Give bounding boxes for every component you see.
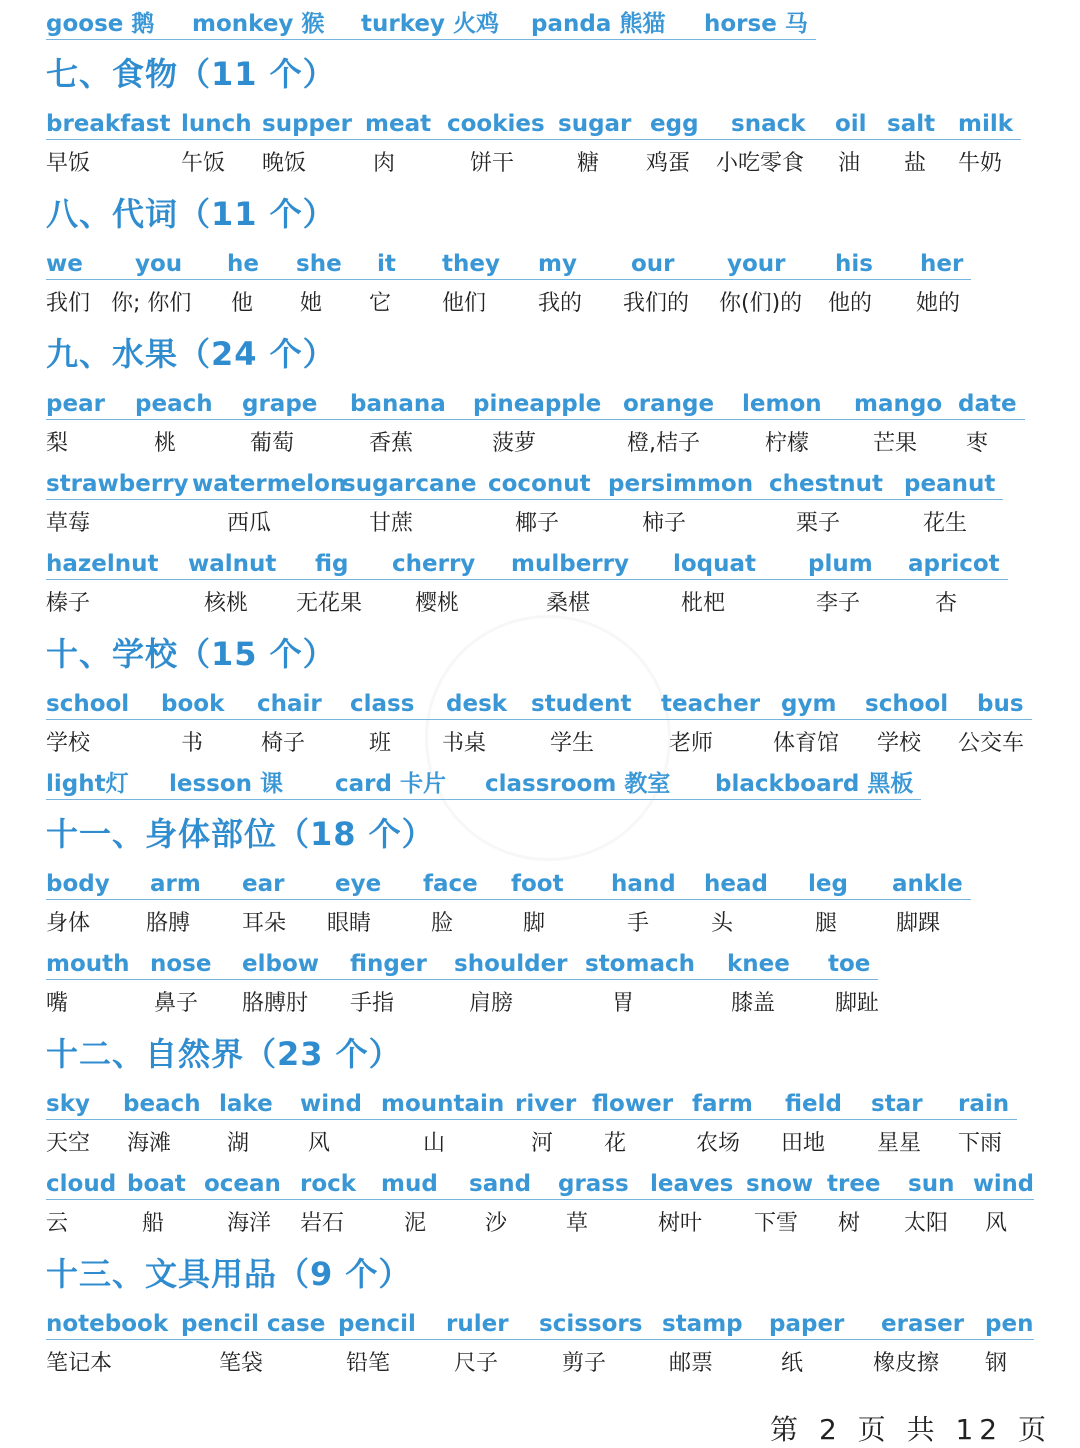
english-word: my <box>538 251 577 277</box>
english-word: head <box>704 871 768 897</box>
english-word-row <box>0 1090 1080 1124</box>
chinese-meaning: 湖 <box>227 1131 250 1156</box>
chinese-meaning: 椅子 <box>261 731 306 756</box>
english-word: rock <box>300 1171 357 1197</box>
english-word: lake <box>219 1091 273 1117</box>
chinese-meaning: 笔袋 <box>219 1351 264 1376</box>
english-word: monkey 猴 <box>192 11 325 37</box>
chinese-meaning: 铅笔 <box>346 1351 391 1376</box>
chinese-meaning: 岩石 <box>300 1211 345 1236</box>
english-word: sun <box>908 1171 955 1197</box>
english-word: lunch <box>181 111 252 137</box>
chinese-meaning: 晚饭 <box>262 151 307 176</box>
chinese-meaning: 她的 <box>916 291 961 316</box>
english-word: it <box>377 251 396 277</box>
row-underline <box>46 579 1008 580</box>
chinese-meaning: 杏 <box>935 591 958 616</box>
english-word-row <box>0 250 1080 284</box>
english-word: you <box>135 251 183 277</box>
chinese-meaning: 风 <box>308 1131 331 1156</box>
chinese-meaning: 天空 <box>46 1131 91 1156</box>
chinese-meaning: 核桃 <box>204 591 249 616</box>
chinese-meaning: 枣 <box>966 431 989 456</box>
chinese-meaning: 体育馆 <box>773 731 840 756</box>
english-word-row <box>0 690 1080 724</box>
english-word: ankle <box>892 871 963 897</box>
chinese-meaning: 头 <box>711 911 734 936</box>
english-word: peach <box>135 391 213 417</box>
row-underline <box>46 139 1021 140</box>
chinese-meaning: 船 <box>142 1211 165 1236</box>
chinese-meaning: 樱桃 <box>415 591 460 616</box>
chinese-meaning-row <box>0 150 1080 184</box>
chinese-meaning: 树叶 <box>658 1211 703 1236</box>
chinese-meaning: 他 <box>231 291 254 316</box>
english-word: panda 熊猫 <box>531 11 666 37</box>
english-word: grape <box>242 391 318 417</box>
chinese-meaning: 邮票 <box>669 1351 714 1376</box>
english-word: body <box>46 871 110 897</box>
english-word: leaves <box>650 1171 734 1197</box>
chinese-meaning: 书 <box>181 731 204 756</box>
chinese-meaning: 橙,桔子 <box>627 431 700 456</box>
english-word: pencil case <box>181 1311 326 1337</box>
english-word-row <box>0 390 1080 424</box>
english-word: chestnut <box>769 471 884 497</box>
row-underline <box>46 1199 1034 1200</box>
chinese-meaning: 脚踝 <box>896 911 941 936</box>
english-word: fig <box>315 551 349 577</box>
chinese-meaning: 无花果 <box>296 591 363 616</box>
chinese-meaning: 海滩 <box>127 1131 172 1156</box>
english-word: finger <box>350 951 427 977</box>
chinese-meaning: 鸡蛋 <box>646 151 691 176</box>
row-underline <box>46 279 971 280</box>
english-word: hand <box>611 871 676 897</box>
english-word: peanut <box>904 471 996 497</box>
chinese-meaning: 菠萝 <box>492 431 537 456</box>
section-heading: 十二、自然界（23 个） <box>46 1035 402 1073</box>
row-underline <box>46 719 1032 720</box>
chinese-meaning: 胳膊 <box>146 911 191 936</box>
english-word: her <box>920 251 964 277</box>
chinese-meaning: 草莓 <box>46 511 91 536</box>
english-word: teacher <box>661 691 761 717</box>
chinese-meaning: 糖 <box>577 151 600 176</box>
chinese-meaning: 剪子 <box>562 1351 607 1376</box>
english-word: stamp <box>662 1311 743 1337</box>
chinese-meaning: 胃 <box>612 991 635 1016</box>
english-word: wind <box>300 1091 362 1117</box>
chinese-meaning-row <box>0 590 1080 624</box>
chinese-meaning-row <box>0 1210 1080 1244</box>
english-word: walnut <box>188 551 277 577</box>
chinese-meaning: 你; 你们 <box>111 291 192 316</box>
english-word-row <box>0 1170 1080 1204</box>
english-word: they <box>442 251 500 277</box>
chinese-meaning-row <box>0 1350 1080 1384</box>
chinese-meaning: 甘蔗 <box>369 511 414 536</box>
chinese-meaning: 栗子 <box>796 511 841 536</box>
english-word: snow <box>746 1171 814 1197</box>
chinese-meaning: 桑椹 <box>546 591 591 616</box>
english-word: mouth <box>46 951 130 977</box>
english-word: persimmon <box>608 471 754 497</box>
chinese-meaning: 她 <box>300 291 323 316</box>
english-word: mulberry <box>511 551 629 577</box>
english-word: snack <box>731 111 806 137</box>
page-number: 第 2 页 共 12 页 <box>770 1413 1052 1446</box>
chinese-meaning: 嘴 <box>46 991 69 1016</box>
chinese-meaning: 花生 <box>923 511 968 536</box>
chinese-meaning: 橡皮擦 <box>873 1351 940 1376</box>
chinese-meaning: 小吃零食 <box>716 151 805 176</box>
english-word: boat <box>127 1171 186 1197</box>
chinese-meaning: 星星 <box>877 1131 922 1156</box>
english-word: light灯 <box>46 771 129 797</box>
chinese-meaning: 梨 <box>46 431 69 456</box>
english-word: orange <box>623 391 715 417</box>
english-word: face <box>423 871 478 897</box>
english-word: loquat <box>673 551 757 577</box>
chinese-meaning: 笔记本 <box>46 1351 113 1376</box>
english-word: apricot <box>908 551 1000 577</box>
chinese-meaning: 柠檬 <box>765 431 810 456</box>
chinese-meaning: 沙 <box>485 1211 508 1236</box>
section-heading: 八、代词（11 个） <box>46 195 336 233</box>
row-underline <box>46 1339 1034 1340</box>
chinese-meaning: 鼻子 <box>154 991 199 1016</box>
english-word: wind <box>973 1171 1034 1197</box>
chinese-meaning: 学校 <box>46 731 91 756</box>
section-heading: 十一、身体部位（18 个） <box>46 815 435 853</box>
row-underline <box>46 39 816 40</box>
english-word: notebook <box>46 1311 169 1337</box>
english-word: blackboard 黑板 <box>715 771 914 797</box>
english-word: scissors <box>539 1311 643 1337</box>
english-word: eraser <box>881 1311 965 1337</box>
chinese-meaning: 田地 <box>781 1131 826 1156</box>
chinese-meaning: 尺子 <box>454 1351 499 1376</box>
english-word: flower <box>592 1091 674 1117</box>
english-word: river <box>515 1091 577 1117</box>
english-word: banana <box>350 391 446 417</box>
english-word: arm <box>150 871 201 897</box>
row-underline <box>46 799 921 800</box>
chinese-meaning: 葡萄 <box>250 431 295 456</box>
english-word: breakfast <box>46 111 171 137</box>
row-underline <box>46 1119 1017 1120</box>
chinese-meaning: 云 <box>46 1211 69 1236</box>
english-word: turkey 火鸡 <box>361 11 499 37</box>
chinese-meaning-row <box>0 990 1080 1024</box>
english-word: knee <box>727 951 790 977</box>
row-underline <box>46 899 971 900</box>
english-word: watermelon <box>192 471 347 497</box>
chinese-meaning: 学生 <box>550 731 595 756</box>
chinese-meaning: 手 <box>627 911 650 936</box>
chinese-meaning: 身体 <box>46 911 91 936</box>
english-word: ear <box>242 871 285 897</box>
chinese-meaning: 太阳 <box>904 1211 949 1236</box>
chinese-meaning: 膝盖 <box>731 991 776 1016</box>
chinese-meaning-row <box>0 430 1080 464</box>
chinese-meaning: 脚 <box>523 911 546 936</box>
section-heading: 七、食物（11 个） <box>46 55 336 93</box>
english-word: toe <box>828 951 871 977</box>
chinese-meaning: 香蕉 <box>369 431 414 456</box>
english-word: mud <box>381 1171 438 1197</box>
section-heading: 九、水果（24 个） <box>46 335 336 373</box>
english-word: coconut <box>488 471 591 497</box>
section-heading: 十、学校（15 个） <box>46 635 336 673</box>
english-word: meat <box>365 111 432 137</box>
chinese-meaning: 它 <box>369 291 392 316</box>
english-word: star <box>871 1091 923 1117</box>
chinese-meaning: 芒果 <box>873 431 918 456</box>
english-word: lemon <box>742 391 822 417</box>
english-word: nose <box>150 951 212 977</box>
english-word-row <box>0 470 1080 504</box>
english-word: desk <box>446 691 508 717</box>
english-word: mountain <box>381 1091 505 1117</box>
chinese-meaning: 河 <box>531 1131 554 1156</box>
chinese-meaning: 草 <box>566 1211 589 1236</box>
chinese-meaning: 李子 <box>816 591 861 616</box>
chinese-meaning: 枇杷 <box>681 591 726 616</box>
english-word: cherry <box>392 551 476 577</box>
chinese-meaning: 午饭 <box>181 151 226 176</box>
chinese-meaning: 公交车 <box>958 731 1025 756</box>
english-word: school <box>46 691 130 717</box>
english-word: sugar <box>558 111 632 137</box>
section-heading: 十三、文具用品（9 个） <box>46 1255 412 1293</box>
chinese-meaning-row <box>0 290 1080 324</box>
english-word: book <box>161 691 225 717</box>
english-word: hazelnut <box>46 551 159 577</box>
english-word: your <box>727 251 786 277</box>
chinese-meaning: 老师 <box>669 731 714 756</box>
chinese-meaning: 早饭 <box>46 151 91 176</box>
english-word: stomach <box>585 951 695 977</box>
chinese-meaning: 书桌 <box>442 731 487 756</box>
english-word: class <box>350 691 415 717</box>
chinese-meaning: 手指 <box>350 991 395 1016</box>
chinese-meaning: 他们 <box>442 291 487 316</box>
english-word: pineapple <box>473 391 602 417</box>
english-word: cloud <box>46 1171 117 1197</box>
chinese-meaning: 我的 <box>538 291 583 316</box>
english-word: paper <box>769 1311 845 1337</box>
english-word: our <box>631 251 675 277</box>
english-word: his <box>835 251 873 277</box>
chinese-meaning: 牛奶 <box>958 151 1003 176</box>
chinese-meaning: 饼干 <box>470 151 515 176</box>
english-word: salt <box>887 111 936 137</box>
chinese-meaning: 椰子 <box>515 511 560 536</box>
english-word: mango <box>854 391 943 417</box>
chinese-meaning: 西瓜 <box>227 511 272 536</box>
chinese-meaning: 榛子 <box>46 591 91 616</box>
english-word: egg <box>650 111 699 137</box>
english-word: supper <box>262 111 352 137</box>
english-word: plum <box>808 551 873 577</box>
chinese-meaning: 盐 <box>904 151 927 176</box>
chinese-meaning: 山 <box>423 1131 446 1156</box>
english-word-row <box>0 770 1080 804</box>
english-word: strawberry <box>46 471 189 497</box>
chinese-meaning: 脚趾 <box>835 991 880 1016</box>
english-word: classroom 教室 <box>485 771 671 797</box>
english-word: elbow <box>242 951 319 977</box>
english-word: date <box>958 391 1017 417</box>
english-word: ruler <box>446 1311 509 1337</box>
english-word: field <box>785 1091 842 1117</box>
english-word: rain <box>958 1091 1010 1117</box>
english-word-row <box>0 950 1080 984</box>
chinese-meaning: 你(们)的 <box>719 291 803 316</box>
chinese-meaning: 脸 <box>431 911 454 936</box>
row-underline <box>46 979 878 980</box>
english-word: shoulder <box>454 951 568 977</box>
english-word: milk <box>958 111 1014 137</box>
chinese-meaning: 眼睛 <box>327 911 372 936</box>
english-word: cookies <box>447 111 545 137</box>
english-word-row <box>0 1310 1080 1344</box>
chinese-meaning: 耳朵 <box>242 911 287 936</box>
english-word: horse 马 <box>704 11 808 37</box>
english-word: tree <box>827 1171 881 1197</box>
chinese-meaning: 油 <box>838 151 861 176</box>
chinese-meaning: 学校 <box>877 731 922 756</box>
chinese-meaning: 钢 <box>985 1351 1008 1376</box>
english-word: grass <box>558 1171 629 1197</box>
english-word-row <box>0 10 1080 44</box>
english-word: foot <box>511 871 564 897</box>
chinese-meaning-row <box>0 910 1080 944</box>
english-word-row <box>0 110 1080 144</box>
english-word: bus <box>977 691 1024 717</box>
chinese-meaning: 胳膊肘 <box>242 991 309 1016</box>
chinese-meaning: 我们的 <box>623 291 690 316</box>
chinese-meaning: 桃 <box>154 431 177 456</box>
row-underline <box>46 419 1025 420</box>
english-word-row <box>0 870 1080 904</box>
chinese-meaning: 班 <box>369 731 392 756</box>
chinese-meaning: 风 <box>985 1211 1008 1236</box>
english-word: sand <box>469 1171 532 1197</box>
english-word: sugarcane <box>342 471 477 497</box>
english-word: school <box>865 691 949 717</box>
english-word: gym <box>781 691 837 717</box>
english-word: she <box>296 251 342 277</box>
chinese-meaning: 下雨 <box>958 1131 1003 1156</box>
chinese-meaning: 腿 <box>815 911 838 936</box>
chinese-meaning: 我们 <box>46 291 91 316</box>
chinese-meaning-row <box>0 510 1080 544</box>
chinese-meaning: 泥 <box>404 1211 427 1236</box>
chinese-meaning-row <box>0 1130 1080 1164</box>
english-word: pencil <box>338 1311 416 1337</box>
chinese-meaning: 柿子 <box>642 511 687 536</box>
chinese-meaning: 下雪 <box>754 1211 799 1236</box>
chinese-meaning: 肉 <box>373 151 396 176</box>
english-word: pen <box>985 1311 1034 1337</box>
english-word: beach <box>123 1091 201 1117</box>
chinese-meaning: 花 <box>604 1131 627 1156</box>
chinese-meaning: 树 <box>838 1211 861 1236</box>
chinese-meaning: 他的 <box>828 291 873 316</box>
english-word: he <box>227 251 259 277</box>
english-word: chair <box>257 691 322 717</box>
english-word: lesson 课 <box>169 771 284 797</box>
chinese-meaning: 海洋 <box>227 1211 272 1236</box>
english-word: oil <box>835 111 867 137</box>
chinese-meaning-row <box>0 730 1080 764</box>
english-word: sky <box>46 1091 90 1117</box>
english-word: farm <box>692 1091 753 1117</box>
english-word: eye <box>335 871 382 897</box>
english-word: student <box>531 691 632 717</box>
english-word: ocean <box>204 1171 281 1197</box>
english-word: we <box>46 251 83 277</box>
english-word: goose 鹅 <box>46 11 155 37</box>
chinese-meaning: 肩膀 <box>469 991 514 1016</box>
english-word-row <box>0 550 1080 584</box>
english-word: pear <box>46 391 105 417</box>
english-word: card 卡片 <box>335 771 446 797</box>
row-underline <box>46 499 1003 500</box>
chinese-meaning: 纸 <box>781 1351 804 1376</box>
english-word: leg <box>808 871 848 897</box>
chinese-meaning: 农场 <box>696 1131 741 1156</box>
